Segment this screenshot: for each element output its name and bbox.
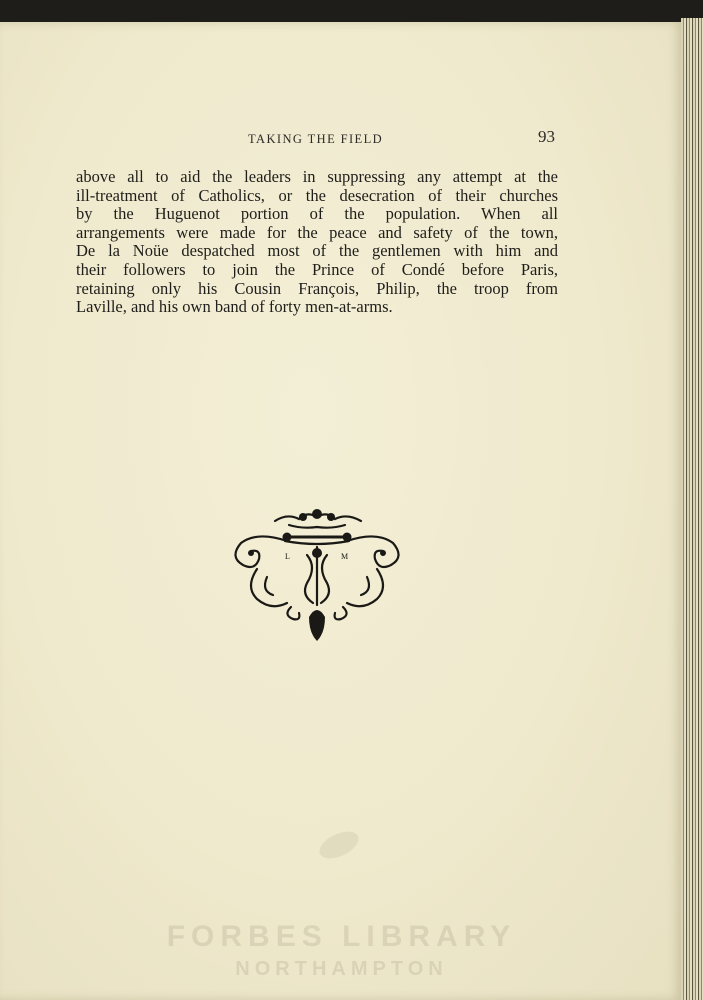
library-stamp-name: FORBES LIBRARY <box>166 920 517 953</box>
text-line: Laville, and his own band of forty men-at-arms. <box>76 297 393 317</box>
running-head: TAKING THE FIELD <box>248 132 384 146</box>
monogram-right: M <box>341 552 349 561</box>
floral-ornament-icon <box>227 507 407 647</box>
page-edges <box>681 18 703 1000</box>
text-line: arrangements were made for the peace and safety of the town, <box>76 222 558 242</box>
page-number: 93 <box>538 127 555 146</box>
page-smudge <box>315 826 362 864</box>
library-stamp-city: NORTHAMPTON <box>235 958 448 980</box>
text-line: De la Noüe despatched most of the gentlemen with him and <box>76 241 558 261</box>
text-line: their followers to join the Prince of Condé before Paris, <box>76 259 558 279</box>
text-line: by the Huguenot portion of the population. When all <box>76 204 558 224</box>
text-line: above all to aid the leaders in suppressing any attempt at the <box>76 167 558 186</box>
text-line: ill-treatment of Catholics, or the desecration of their churches <box>76 185 558 205</box>
book-page <box>0 22 683 1000</box>
text-line: retaining only his Cousin François, Philip, the troop from <box>76 278 558 298</box>
monogram-left: L <box>285 552 290 561</box>
body-paragraph <box>76 168 558 317</box>
